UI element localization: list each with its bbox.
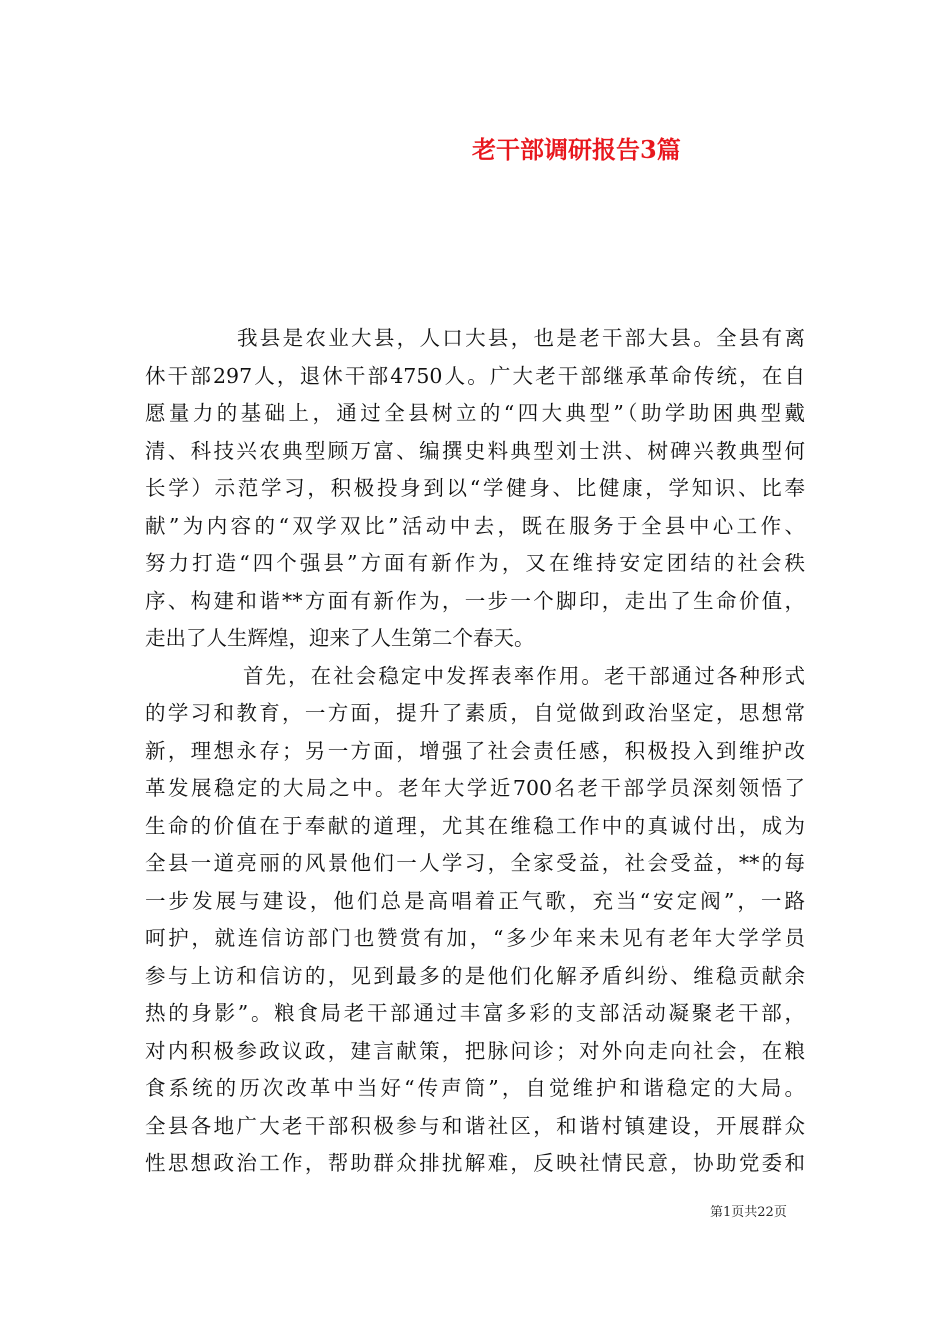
paragraph-line: 序、构建和谐**方面有新作为，一步一个脚印，走出了生命价值， — [145, 588, 805, 613]
paragraph-line: 性思想政治工作，帮助群众排扰解难，反映社情民意，协助党委和 — [145, 1151, 805, 1175]
paragraph-line: 一步发展与建设，他们总是高唱着正气歌，充当“安定阀”，一路 — [145, 888, 805, 913]
paragraph-line: 的学习和教育，一方面，提升了素质，自觉做到政治坚定，思想常 — [145, 701, 805, 725]
paragraph-line: 清、科技兴农典型顾万富、编撰史料典型刘士洪、树碑兴教典型何 — [145, 438, 805, 463]
paragraph-line: 革发展稳定的大局之中。老年大学近700名老干部学员深刻领悟了 — [145, 776, 805, 800]
paragraph-line: 首先，在社会稳定中发挥表率作用。老干部通过各种形式 — [243, 663, 805, 688]
paragraph-1 — [145, 320, 805, 658]
paragraph-line: 呵护，就连信访部门也赞赏有加，“多少年来未见有老年大学学员 — [145, 926, 805, 950]
paragraph-line: 愿量力的基础上，通过全县树立的“四大典型”（助学助困典型戴 — [145, 401, 805, 425]
page-number-footer: 第1页共22页 — [710, 1205, 787, 1220]
document-title: 老干部调研报告3篇 — [472, 135, 681, 164]
paragraph-line: 热的身影”。粮食局老干部通过丰富多彩的支部活动凝聚老干部， — [145, 1001, 805, 1025]
paragraph-line: 长学）示范学习，积极投身到以“学健身、比健康，学知识、比奉 — [145, 476, 805, 500]
paragraph-line: 走出了人生辉煌，迎来了人生第二个春天。 — [145, 626, 535, 650]
paragraph-line: 新，理想永存；另一方面，增强了社会责任感，积极投入到维护改 — [145, 738, 805, 763]
paragraph-line: 休干部297人，退休干部4750人。广大老干部继承革命传统，在自 — [145, 363, 805, 388]
paragraph-line: 全县一道亮丽的风景他们一人学习，全家受益，社会受益，**的每 — [145, 851, 805, 875]
paragraph-line: 献”为内容的“双学双比”活动中去，既在服务于全县中心工作、 — [145, 513, 805, 538]
paragraph-line: 参与上访和信访的，见到最多的是他们化解矛盾纠纷、维稳贡献余 — [145, 963, 805, 988]
paragraph-line: 我县是农业大县，人口大县，也是老干部大县。全县有离 — [237, 326, 805, 350]
paragraph-line: 食系统的历次改革中当好“传声筒”，自觉维护和谐稳定的大局。 — [145, 1076, 805, 1100]
paragraph-line: 全县各地广大老干部积极参与和谐社区，和谐村镇建设，开展群众 — [145, 1113, 805, 1138]
paragraph-line: 生命的价值在于奉献的道理，尤其在维稳工作中的真诚付出，成为 — [145, 813, 805, 838]
paragraph-line: 对内积极参政议政，建言献策，把脉问诊；对外向走向社会，在粮 — [145, 1038, 805, 1063]
document-body — [145, 320, 805, 1183]
paragraph-2 — [145, 658, 805, 1183]
paragraph-line: 努力打造“四个强县”方面有新作为，又在维持安定团结的社会秩 — [145, 551, 805, 575]
